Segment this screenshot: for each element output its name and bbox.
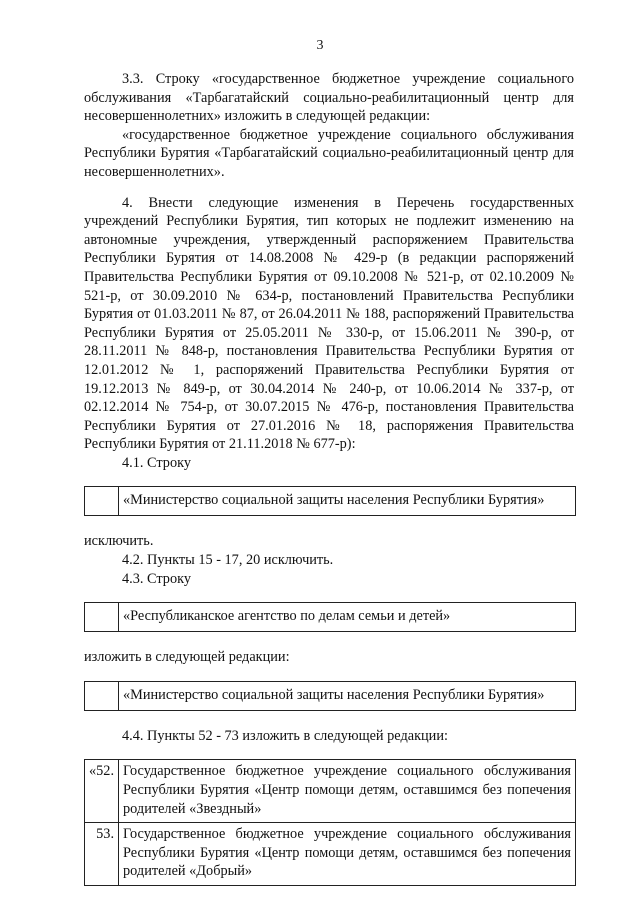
paragraph-exclude: исключить. — [84, 533, 154, 550]
table-row — [85, 603, 576, 632]
table-cell-text: «Министерство социальной защиты населения Республики Бурятия» — [119, 487, 576, 516]
table-ministry-new-row — [84, 681, 576, 711]
table-cell-text: Государственное бюджетное учреждение социального обслуживания Республики Бурятия «Центр помощи детям, оставшимся без попечения родителей «Звездный» — [119, 760, 576, 823]
paragraph-edit: изложить в следующей редакции: — [84, 649, 290, 666]
table-row — [85, 760, 576, 823]
table-cell-empty — [85, 487, 119, 516]
table-cell-text: «Республиканское агентство по делам семьи и детей» — [119, 603, 576, 632]
table-institutions — [84, 759, 576, 886]
paragraph-3-3-quote: «государственное бюджетное учреждение социального обслуживания Республики Бурятия «Тарбагатайский социально-реабилитационный центр для несовершеннолетних». — [84, 126, 574, 180]
table-row — [85, 681, 576, 710]
table-cell-text: Государственное бюджетное учреждение социального обслуживания Республики Бурятия «Центр помощи детям, оставшимся без попечения родителей «Добрый» — [119, 823, 576, 886]
paragraph-4-2: 4.2. Пункты 15 - 17, 20 исключить. — [122, 552, 334, 569]
table-cell-number: 53. — [85, 823, 119, 886]
table-cell-empty — [85, 603, 119, 632]
paragraph-4-4: 4.4. Пункты 52 - 73 изложить в следующей редакции: — [122, 727, 448, 744]
table-agency-row — [84, 602, 576, 632]
document-body — [84, 70, 574, 886]
table-cell-empty — [85, 681, 119, 710]
paragraph-4-1: 4.1. Строку — [122, 454, 191, 471]
paragraph-4-3: 4.3. Строку — [122, 570, 191, 587]
page-number: 3 — [316, 38, 324, 53]
paragraph-4: 4. Внести следующие изменения в Перечень государственных учреждений Республики Бурятия, тип которых не подлежит изменению на автономные учреждения, утвержденный распоряжением Правительства Республики Бурятия от 14.08.2008 № 429-р (в редакции распоряжений Правительства Республики Бурятия от 09.10.2008 № 521-р, от 02.10.2009 № 521-р, от 30.09.2010 № 634-р, постановлений Правительства Республики Бурятия от 01.03.2011 № 87, от 26.04.2011 № 188, распоряжений Правительства Республики Бурятия от 25.05.2011 № 330-р, от 15.06.2011 № 390-р, от 28.11.2011 № 848-р, постановления Правительства Республики Бурятия от 12.01.2012 № 1, распоряжений Правительства Республики Бурятия от 19.12.2013 № 849-р, от 30.04.2014 № 240-р, от 10.06.2014 № 337-р, от 02.12.2014 № 754-р, от 30.07.2015 № 476-р, постановления Правительства Республики Бурятия от 27.01.2016 № 18, распоряжения Правительства Республики Бурятия от 21.11.2018 № 677-р): — [84, 194, 574, 453]
table-ministry-row — [84, 486, 576, 516]
paragraph-3-3: 3.3. Строку «государственное бюджетное учреждение социального обслуживания «Тарбагатайский социально-реабилитационный центр для несовершеннолетних» изложить в следующей редакции: — [84, 71, 574, 125]
table-row — [85, 823, 576, 886]
table-cell-text: «Министерство социальной защиты населения Республики Бурятия» — [119, 681, 576, 710]
table-row — [85, 487, 576, 516]
table-cell-number: «52. — [85, 760, 119, 823]
